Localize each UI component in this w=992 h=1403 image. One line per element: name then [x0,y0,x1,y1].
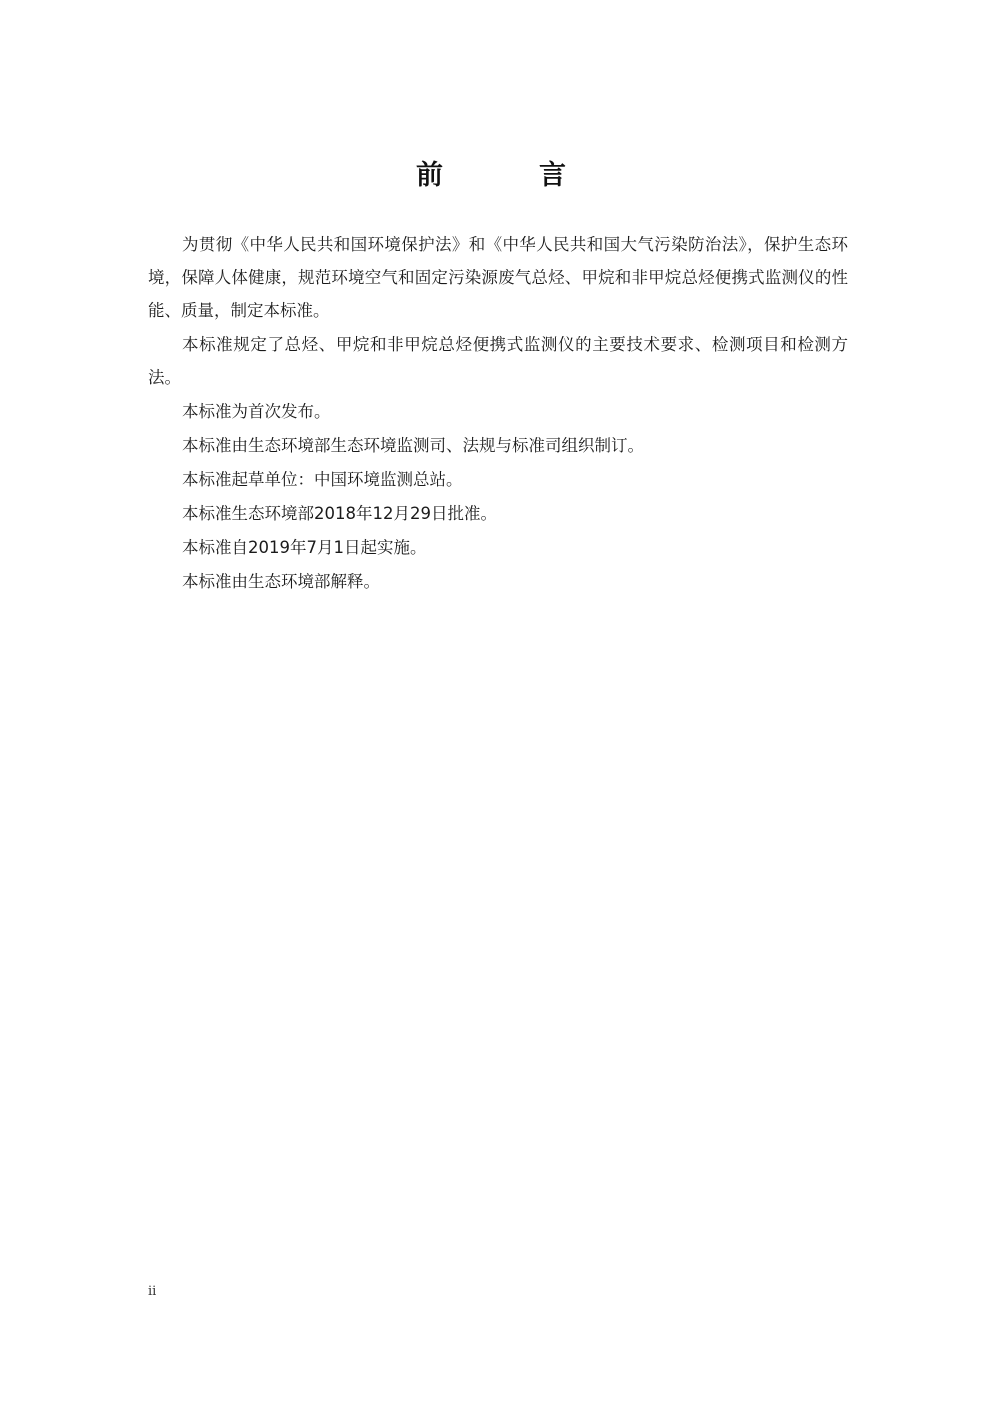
paragraph: 本标准由生态环境部生态环境监测司、法规与标准司组织制订。 [182,436,644,456]
paragraph: 本标准由生态环境部解释。 [182,572,380,592]
page-content [148,0,848,599]
page-number: ii [148,1284,157,1299]
paragraph: 本标准自2019年7月1日起实施。 [182,538,427,558]
foreword-body [148,228,848,598]
paragraph: 本标准为首次发布。 [182,402,331,422]
paragraph: 本标准起草单位：中国环境监测总站。 [182,470,463,490]
paragraph: 本标准生态环境部2018年12月29日批准。 [182,504,497,524]
paragraph: 本标准规定了总烃、甲烷和非甲烷总烃便携式监测仪的主要技术要求、检测项目和检测方法。 [148,335,848,388]
page-title: 前 言 [416,160,580,191]
paragraph: 为贯彻《中华人民共和国环境保护法》和《中华人民共和国大气污染防治法》，保护生态环境，保障人体健康，规范环境空气和固定污染源废气总烃、甲烷和非甲烷总烃便携式监测仪的性能、质量，制定本标准。 [148,235,848,321]
